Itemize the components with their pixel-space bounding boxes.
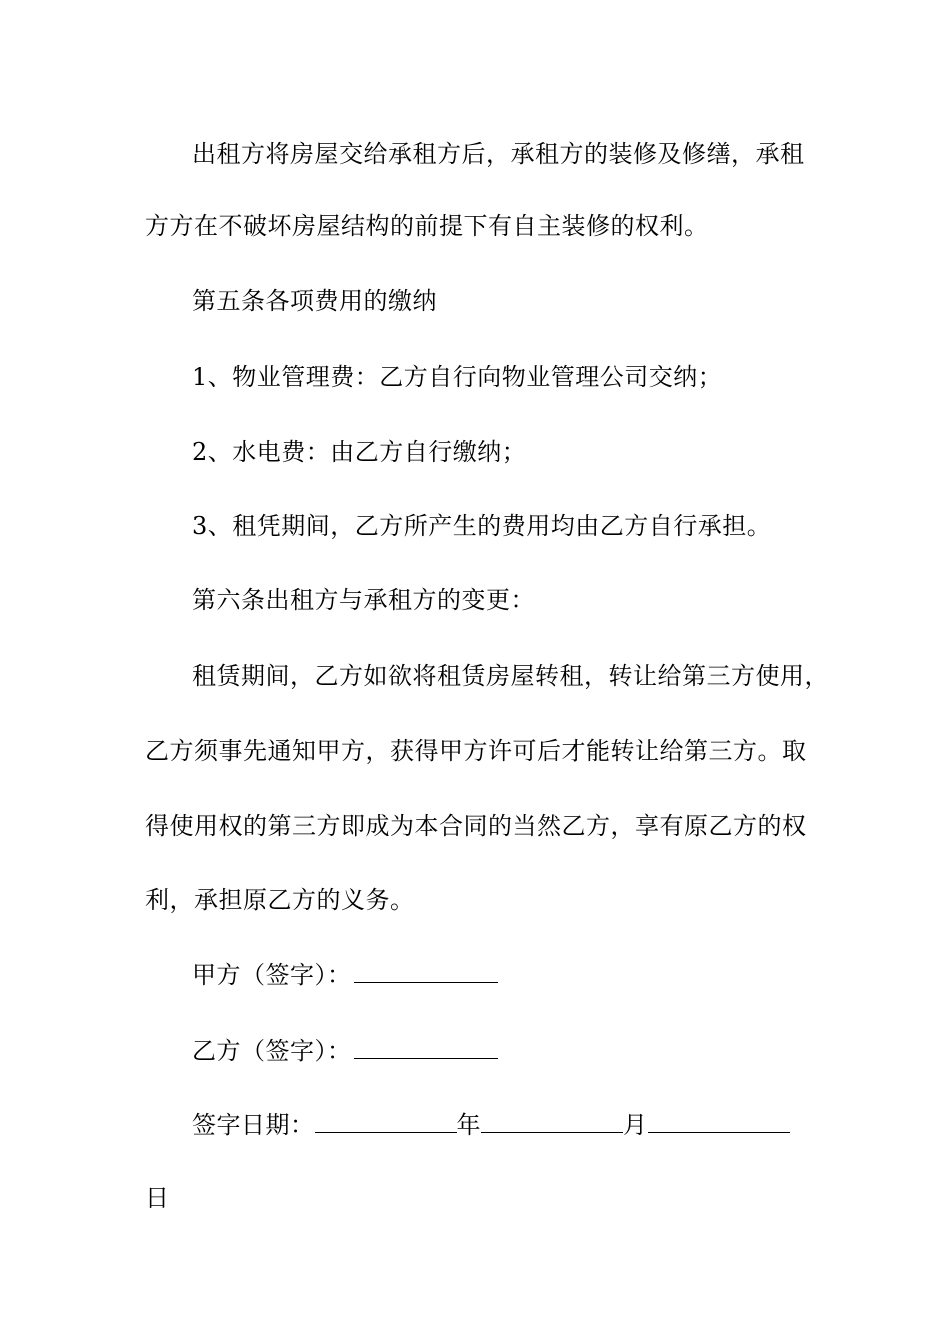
party-a-signature-row bbox=[192, 958, 498, 991]
article-6-line4: 利，承担原乙方的义务。 bbox=[145, 886, 415, 914]
party-b-signature-blank[interactable] bbox=[354, 1034, 498, 1059]
date-year-blank[interactable] bbox=[315, 1108, 457, 1133]
article-6-line2: 乙方须事先通知甲方，获得甲方许可后才能转让给第三方。取 bbox=[145, 737, 807, 765]
party-a-signature-blank[interactable] bbox=[354, 958, 498, 983]
date-day-blank[interactable] bbox=[648, 1108, 790, 1133]
article-6-line3: 得使用权的第三方即成为本合同的当然乙方，享有原乙方的权 bbox=[145, 812, 807, 840]
party-a-label: 甲方（签字）： bbox=[192, 961, 352, 989]
article-6-line1: 租赁期间，乙方如欲将租赁房屋转租，转让给第三方使用， bbox=[192, 662, 829, 690]
month-label: 月 bbox=[623, 1111, 648, 1139]
party-b-signature-row bbox=[192, 1034, 498, 1067]
paragraph-decoration-line2: 方方在不破坏房屋结构的前提下有自主装修的权利。 bbox=[145, 212, 709, 240]
article-6-title: 第六条出租方与承租方的变更： bbox=[192, 586, 535, 614]
article-5-title: 第五条各项费用的缴纳 bbox=[192, 287, 437, 315]
paragraph-decoration-line1: 出租方将房屋交给承租方后，承租方的装修及修缮，承租 bbox=[192, 140, 805, 168]
article-5-item-1: 1、物业管理费：乙方自行向物业管理公司交纳； bbox=[192, 363, 723, 391]
day-label: 日 bbox=[145, 1184, 170, 1212]
year-label: 年 bbox=[456, 1111, 481, 1139]
article-5-item-2: 2、水电费：由乙方自行缴纳； bbox=[192, 438, 527, 466]
article-5-item-3: 3、租凭期间，乙方所产生的费用均由乙方自行承担。 bbox=[192, 512, 772, 540]
signing-date-row bbox=[192, 1108, 790, 1141]
date-month-blank[interactable] bbox=[481, 1108, 623, 1133]
date-label: 签字日期： bbox=[192, 1111, 315, 1139]
party-b-label: 乙方（签字）： bbox=[192, 1037, 352, 1065]
